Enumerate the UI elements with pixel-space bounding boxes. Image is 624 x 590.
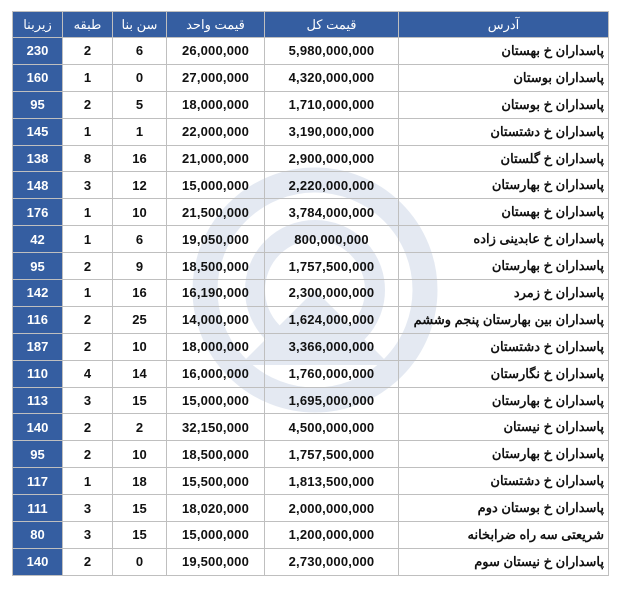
area-cell: 187 <box>13 333 63 360</box>
unit-price-cell: 15,000,000 <box>167 522 265 549</box>
total-price-cell: 3,784,000,000 <box>265 199 399 226</box>
total-price-cell: 1,757,500,000 <box>265 441 399 468</box>
total-price-cell: 1,757,500,000 <box>265 253 399 280</box>
age-cell: 14 <box>113 360 167 387</box>
address-cell: پاسداران خ بهارستان <box>399 441 609 468</box>
floor-cell: 1 <box>63 280 113 307</box>
address-cell: پاسداران خ گلستان <box>399 145 609 172</box>
total-price-cell: 2,000,000,000 <box>265 495 399 522</box>
age-cell: 0 <box>113 548 167 575</box>
total-price-cell: 1,200,000,000 <box>265 522 399 549</box>
area-cell: 140 <box>13 414 63 441</box>
table-row <box>13 172 609 199</box>
age-cell: 10 <box>113 441 167 468</box>
floor-cell: 2 <box>63 306 113 333</box>
floor-cell: 2 <box>63 548 113 575</box>
address-cell: پاسداران بین بهارستان پنجم وششم <box>399 306 609 333</box>
header-age: سن بنا <box>113 12 167 38</box>
floor-cell: 1 <box>63 118 113 145</box>
total-price-cell: 2,300,000,000 <box>265 280 399 307</box>
unit-price-cell: 16,000,000 <box>167 360 265 387</box>
area-cell: 145 <box>13 118 63 145</box>
address-cell: شریعتی سه راه ضرابخانه <box>399 522 609 549</box>
address-cell: پاسداران بوستان <box>399 64 609 91</box>
address-cell: پاسداران خ بهستان <box>399 38 609 65</box>
header-total-price: قیمت کل <box>265 12 399 38</box>
age-cell: 1 <box>113 118 167 145</box>
area-cell: 95 <box>13 253 63 280</box>
address-cell: پاسداران خ بهستان <box>399 199 609 226</box>
floor-cell: 3 <box>63 495 113 522</box>
area-cell: 140 <box>13 548 63 575</box>
age-cell: 12 <box>113 172 167 199</box>
address-cell: پاسداران خ بهارستان <box>399 387 609 414</box>
table-row <box>13 495 609 522</box>
address-cell: پاسداران خ بهارستان <box>399 253 609 280</box>
table-row <box>13 226 609 253</box>
area-cell: 160 <box>13 64 63 91</box>
unit-price-cell: 19,050,000 <box>167 226 265 253</box>
table-row <box>13 522 609 549</box>
floor-cell: 2 <box>63 91 113 118</box>
address-cell: پاسداران خ دشتستان <box>399 118 609 145</box>
unit-price-cell: 18,000,000 <box>167 91 265 118</box>
table-row <box>13 38 609 65</box>
area-cell: 230 <box>13 38 63 65</box>
table-row <box>13 280 609 307</box>
age-cell: 5 <box>113 91 167 118</box>
address-cell: پاسداران خ بوستان دوم <box>399 495 609 522</box>
unit-price-cell: 15,000,000 <box>167 172 265 199</box>
age-cell: 15 <box>113 387 167 414</box>
floor-cell: 1 <box>63 64 113 91</box>
table-row <box>13 468 609 495</box>
unit-price-cell: 22,000,000 <box>167 118 265 145</box>
total-price-cell: 1,710,000,000 <box>265 91 399 118</box>
address-cell: پاسداران خ نیستان سوم <box>399 548 609 575</box>
age-cell: 18 <box>113 468 167 495</box>
area-cell: 111 <box>13 495 63 522</box>
age-cell: 16 <box>113 280 167 307</box>
unit-price-cell: 18,500,000 <box>167 253 265 280</box>
area-cell: 95 <box>13 441 63 468</box>
unit-price-cell: 18,000,000 <box>167 333 265 360</box>
price-table <box>12 11 609 576</box>
table-row <box>13 548 609 575</box>
total-price-cell: 2,900,000,000 <box>265 145 399 172</box>
address-cell: پاسداران خ عابدینی زاده <box>399 226 609 253</box>
floor-cell: 3 <box>63 172 113 199</box>
age-cell: 6 <box>113 38 167 65</box>
total-price-cell: 1,695,000,000 <box>265 387 399 414</box>
table-row <box>13 118 609 145</box>
address-cell: پاسداران خ بهارستان <box>399 172 609 199</box>
floor-cell: 2 <box>63 333 113 360</box>
header-floor: طبقه <box>63 12 113 38</box>
total-price-cell: 1,813,500,000 <box>265 468 399 495</box>
floor-cell: 1 <box>63 226 113 253</box>
area-cell: 148 <box>13 172 63 199</box>
address-cell: پاسداران خ دشتستان <box>399 468 609 495</box>
area-cell: 110 <box>13 360 63 387</box>
header-row <box>13 12 609 38</box>
floor-cell: 8 <box>63 145 113 172</box>
floor-cell: 3 <box>63 522 113 549</box>
total-price-cell: 800,000,000 <box>265 226 399 253</box>
address-cell: پاسداران خ زمرد <box>399 280 609 307</box>
table-row <box>13 333 609 360</box>
unit-price-cell: 27,000,000 <box>167 64 265 91</box>
total-price-cell: 2,220,000,000 <box>265 172 399 199</box>
area-cell: 95 <box>13 91 63 118</box>
area-cell: 80 <box>13 522 63 549</box>
floor-cell: 2 <box>63 441 113 468</box>
age-cell: 10 <box>113 333 167 360</box>
table-row <box>13 64 609 91</box>
address-cell: پاسداران خ نیستان <box>399 414 609 441</box>
unit-price-cell: 32,150,000 <box>167 414 265 441</box>
header-address: آدرس <box>399 12 609 38</box>
table-row <box>13 387 609 414</box>
table-row <box>13 414 609 441</box>
table-row <box>13 91 609 118</box>
table-row <box>13 360 609 387</box>
age-cell: 6 <box>113 226 167 253</box>
area-cell: 142 <box>13 280 63 307</box>
total-price-cell: 4,320,000,000 <box>265 64 399 91</box>
unit-price-cell: 18,020,000 <box>167 495 265 522</box>
unit-price-cell: 16,190,000 <box>167 280 265 307</box>
total-price-cell: 4,500,000,000 <box>265 414 399 441</box>
age-cell: 16 <box>113 145 167 172</box>
header-area: زیربنا <box>13 12 63 38</box>
floor-cell: 1 <box>63 199 113 226</box>
area-cell: 113 <box>13 387 63 414</box>
area-cell: 116 <box>13 306 63 333</box>
unit-price-cell: 19,500,000 <box>167 548 265 575</box>
unit-price-cell: 21,500,000 <box>167 199 265 226</box>
unit-price-cell: 14,000,000 <box>167 306 265 333</box>
age-cell: 0 <box>113 64 167 91</box>
area-cell: 176 <box>13 199 63 226</box>
age-cell: 15 <box>113 495 167 522</box>
header-unit-price: قیمت واحد <box>167 12 265 38</box>
address-cell: پاسداران خ دشتستان <box>399 333 609 360</box>
total-price-cell: 5,980,000,000 <box>265 38 399 65</box>
table-row <box>13 145 609 172</box>
total-price-cell: 1,760,000,000 <box>265 360 399 387</box>
area-cell: 42 <box>13 226 63 253</box>
unit-price-cell: 15,000,000 <box>167 387 265 414</box>
unit-price-cell: 21,000,000 <box>167 145 265 172</box>
age-cell: 15 <box>113 522 167 549</box>
floor-cell: 2 <box>63 38 113 65</box>
table-row <box>13 253 609 280</box>
age-cell: 9 <box>113 253 167 280</box>
total-price-cell: 3,366,000,000 <box>265 333 399 360</box>
floor-cell: 3 <box>63 387 113 414</box>
table-row <box>13 199 609 226</box>
total-price-cell: 1,624,000,000 <box>265 306 399 333</box>
table-row <box>13 441 609 468</box>
floor-cell: 2 <box>63 414 113 441</box>
floor-cell: 2 <box>63 253 113 280</box>
floor-cell: 1 <box>63 468 113 495</box>
age-cell: 25 <box>113 306 167 333</box>
unit-price-cell: 26,000,000 <box>167 38 265 65</box>
age-cell: 2 <box>113 414 167 441</box>
unit-price-cell: 18,500,000 <box>167 441 265 468</box>
table-row <box>13 306 609 333</box>
table-body <box>13 38 609 576</box>
area-cell: 138 <box>13 145 63 172</box>
address-cell: پاسداران خ بوستان <box>399 91 609 118</box>
address-cell: پاسداران خ نگارستان <box>399 360 609 387</box>
floor-cell: 4 <box>63 360 113 387</box>
age-cell: 10 <box>113 199 167 226</box>
area-cell: 117 <box>13 468 63 495</box>
unit-price-cell: 15,500,000 <box>167 468 265 495</box>
total-price-cell: 3,190,000,000 <box>265 118 399 145</box>
total-price-cell: 2,730,000,000 <box>265 548 399 575</box>
